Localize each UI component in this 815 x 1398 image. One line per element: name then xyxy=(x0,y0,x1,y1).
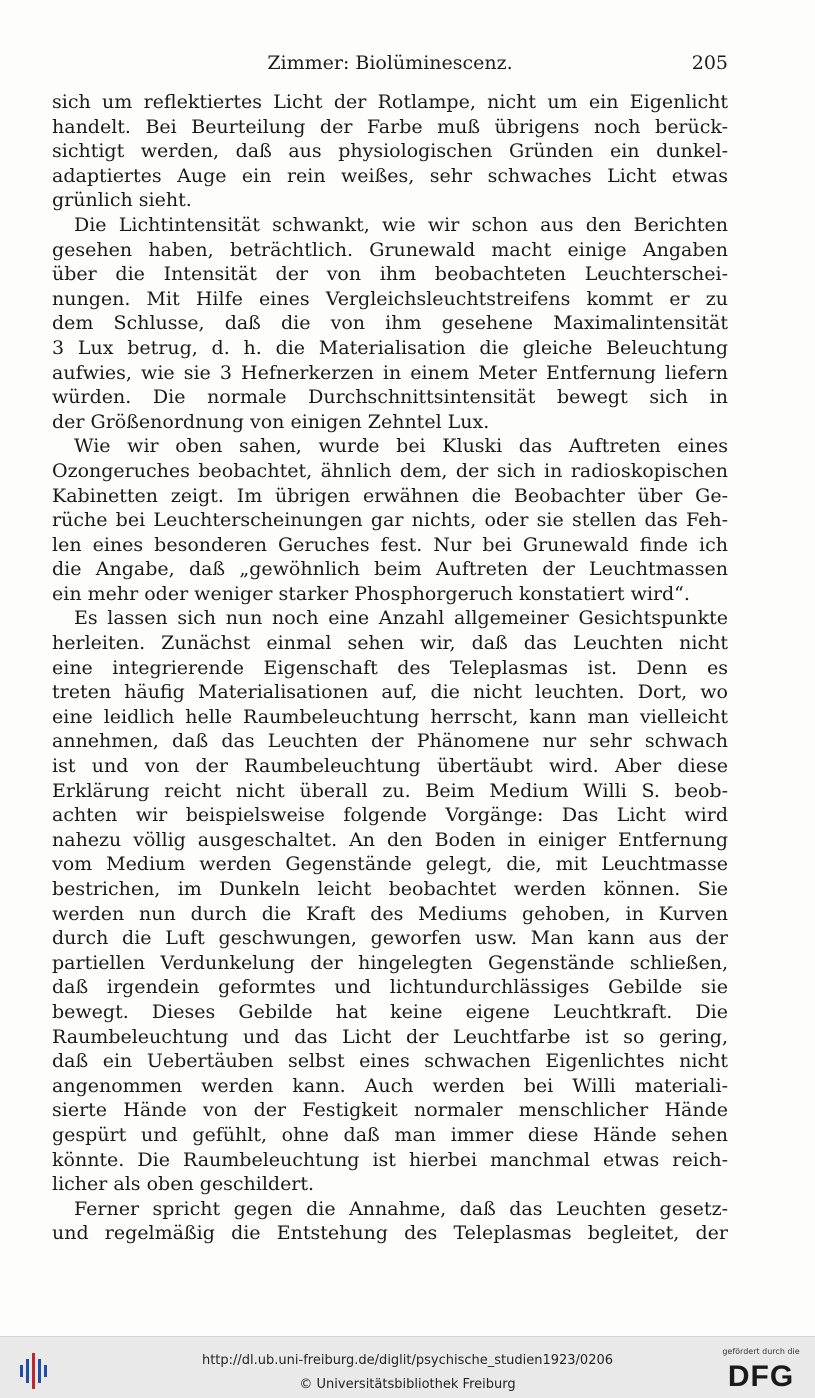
text-line: annehmen, daß das Leuchten der Phänomene nur sehr schwach xyxy=(52,730,728,753)
text-line: über die Intensität der von ihm beobachteten Leuchterschei- xyxy=(52,263,728,286)
text-line: daß irgendein geformtes und lichtundurchlässiges Gebilde sie xyxy=(52,976,728,999)
text-line: vom Medium werden Gegenstände gelegt, die, mit Leuchtmasse xyxy=(52,853,728,876)
text-line: Erklärung reicht nicht überall zu. Beim Medium Willi S. beob- xyxy=(52,779,728,802)
text-line: handelt. Bei Beurteilung der Farbe muß übrigens noch berück- xyxy=(52,115,728,138)
text-line: sich um reflektiertes Licht der Rotlampe, nicht um ein Eigenlicht xyxy=(52,91,728,113)
text-line: und regelmäßig die Entstehung des Teleplasmas begleitet, der xyxy=(52,1222,728,1245)
text-line: sichtigt werden, daß aus physiologischen Gründen ein dunkel- xyxy=(52,140,728,163)
text-line: partiellen Verdunkelung der hingelegten Gegenstände schließen, xyxy=(52,951,728,974)
dfg-sponsor xyxy=(717,1347,805,1395)
dfg-logo-icon xyxy=(717,1358,805,1392)
text-line: gespürt und gefühlt, ohne daß man immer diese Hände sehen xyxy=(52,1123,728,1146)
text-line: Ferner spricht gegen die Annahme, daß das Leuchten gesetz- xyxy=(74,1197,728,1220)
text-line: ein mehr oder weniger starker Phosphorgeruch konstatiert wird“. xyxy=(52,582,690,605)
text-line: grünlich sieht. xyxy=(52,189,192,212)
text-line: Ozongeruches beobachtet, ähnlich dem, der sich in radioskopischen xyxy=(52,459,728,482)
dfg-logo-text: DFG xyxy=(727,1360,795,1392)
text-line: herleiten. Zunächst einmal sehen wir, daß das Leuchten nicht xyxy=(52,632,728,655)
text-line: bestrichen, im Dunkeln leicht beobachtet werden können. Sie xyxy=(52,878,728,900)
copyright-notice: © Universitätsbibliothek Freiburg xyxy=(299,1377,516,1392)
text-line: Es lassen sich nun noch eine Anzahl allgemeiner Gesichtspunkte xyxy=(74,607,728,630)
text-line: angenommen werden kann. Auch werden bei Willi materiali- xyxy=(52,1074,728,1097)
text-line: Raumbeleuchtung und das Licht der Leuchtfarbe ist so gering, xyxy=(52,1025,728,1048)
text-line: Die Lichtintensität schwankt, wie wir schon aus den Berichten xyxy=(74,213,728,236)
text-line: gesehen haben, beträchtlich. Grunewald macht einige Angaben xyxy=(52,238,728,261)
text-line: eine leidlich helle Raumbeleuchtung herrscht, kann man vielleicht xyxy=(52,705,728,728)
text-line: eine integrierende Eigenschaft des Teleplasmas ist. Denn es xyxy=(52,656,728,679)
dfg-caption: gefördert durch die xyxy=(722,1347,800,1356)
text-line: 3 Lux betrug, d. h. die Materialisation die gleiche Beleuchtung xyxy=(52,336,728,359)
text-line: könnte. Die Raumbeleuchtung ist hierbei manchmal etwas reich- xyxy=(52,1148,728,1171)
text-line: sierte Hände von der Festigkeit normaler menschlicher Hände xyxy=(52,1099,728,1122)
text-line: Kabinetten zeigt. Im übrigen erwähnen die Beobachter über Ge- xyxy=(52,484,728,507)
text-line: die Angabe, daß „gewöhnlich beim Auftreten der Leuchtmassen xyxy=(52,558,728,581)
text-line: Wie wir oben sahen, wurde bei Kluski das Auftreten eines xyxy=(74,435,728,458)
text-line: werden nun durch die Kraft des Mediums gehoben, in Kurven xyxy=(52,902,728,925)
footer-bar xyxy=(0,1336,815,1398)
page-number: 205 xyxy=(691,52,728,74)
body-text xyxy=(52,90,728,1246)
running-title: Zimmer: Biolüminescenz. xyxy=(267,52,513,74)
text-line: daß ein Uebertäuben selbst eines schwachen Eigenlichtes nicht xyxy=(52,1050,728,1073)
text-line: durch die Luft geschwungen, geworfen usw. Man kann aus der xyxy=(52,927,728,950)
text-line: ist und von der Raumbeleuchtung übertäubt wird. Aber diese xyxy=(52,755,728,778)
page-header xyxy=(52,52,728,82)
text-line: len eines besonderen Geruches fest. Nur bei Grunewald finde ich xyxy=(52,533,728,556)
text-line: dem Schlusse, daß die von ihm gesehene Maximalintensität xyxy=(52,312,728,335)
text-line: treten häufig Materialisationen auf, die nicht leuchten. Dort, wo xyxy=(52,681,728,704)
text-line: licher als oben geschildert. xyxy=(52,1173,315,1196)
text-line: bewegt. Dieses Gebilde hat keine eigene Leuchtkraft. Die xyxy=(52,1000,728,1023)
text-line: aufwies, wie sie 3 Hefnerkerzen in einem Meter Entfernung liefern xyxy=(52,361,728,384)
digital-copy-link[interactable]: http://dl.ub.uni-freiburg.de/diglit/psychische_studien1923/0206 xyxy=(201,1353,614,1368)
text-line: adaptiertes Auge ein rein weißes, sehr schwaches Licht etwas xyxy=(52,164,728,187)
text-line: nungen. Mit Hilfe eines Vergleichsleuchtstreifens kommt er zu xyxy=(52,287,728,310)
text-line: der Größenordnung von einigen Zehntel Lux. xyxy=(52,410,490,433)
text-line: achten wir beispielsweise folgende Vorgänge: Das Licht wird xyxy=(52,804,728,827)
text-line: nahezu völlig ausgeschaltet. An den Boden in einiger Entfernung xyxy=(52,828,728,851)
text-line: würden. Die normale Durchschnittsintensität bewegt sich in xyxy=(52,386,728,409)
text-line: rüche bei Leuchterscheinungen gar nichts, oder sie stellen das Feh- xyxy=(52,509,728,532)
